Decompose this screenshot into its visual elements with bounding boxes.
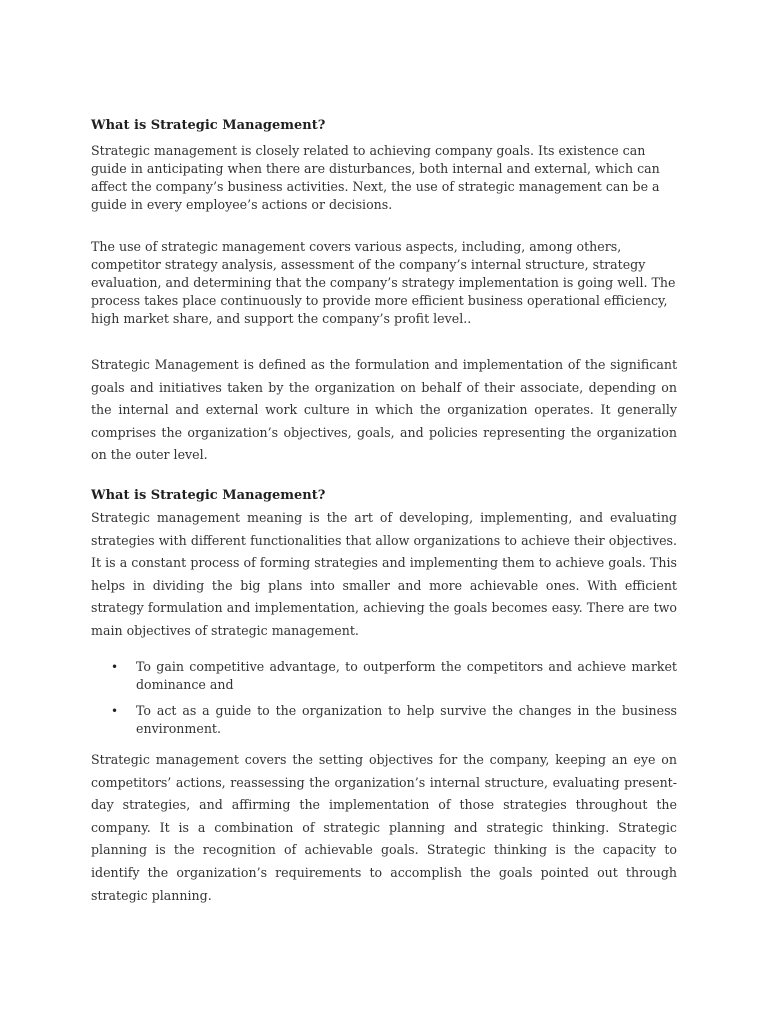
section1-heading: What is Strategic Management? bbox=[91, 118, 326, 133]
bullet-icon: • bbox=[111, 704, 119, 718]
list-item-text: To gain competitive advantage, to outperform the competitors and achieve market dominance and bbox=[136, 659, 677, 692]
list-item bbox=[91, 702, 677, 738]
document-page bbox=[91, 0, 677, 1024]
list-item-text: To act as a guide to the organization to help survive the changes in the business environment. bbox=[136, 703, 677, 736]
section2-heading: What is Strategic Management? bbox=[91, 488, 326, 503]
section2-closing: Strategic management covers the setting objectives for the company, keeping an eye on competitors’ actions, reassessing the organization’s internal structure, evaluating present-day strategies, and affirming the implementation of those strategies throughout the company. It is a combination of strategic planning and strategic thinking. Strategic planning is the recognition of achievable goals. Strategic thinking is the capacity to identify the organization’s requirements to accomplish the goals pointed out through strategic planning. bbox=[91, 752, 677, 903]
list-item bbox=[91, 658, 677, 694]
section1-paragraph-1: Strategic management is closely related to achieving company goals. Its existence can guide in anticipating when there are disturbances, both internal and external, which can affect the company’s business activities. Next, the use of strategic management can be a guide in every employee’s actions or decisions. bbox=[91, 143, 660, 212]
objectives-list bbox=[91, 658, 677, 738]
bullet-icon: • bbox=[111, 660, 119, 674]
section1-paragraph-2: The use of strategic management covers various aspects, including, among others, competitor strategy analysis, assessment of the company’s internal structure, strategy evaluation, and determining that the company’s strategy implementation is going well. The process takes place continuously to provide more efficient business operational efficiency, high market share, and support the company’s profit level.. bbox=[91, 239, 676, 326]
section1-paragraph-3: Strategic Management is defined as the formulation and implementation of the significant goals and initiatives taken by the organization on behalf of their associate, depending on the internal and external work culture in which the organization operates. It generally comprises the organization’s objectives, goals, and policies representing the organization on the outer level. bbox=[91, 357, 677, 463]
section2-intro: Strategic management meaning is the art of developing, implementing, and evaluating strategies with different functionalities that allow organizations to achieve their objectives. It is a constant process of forming strategies and implementing them to achieve goals. This helps in dividing the big plans into smaller and more achievable ones. With efficient strategy formulation and implementation, achieving the goals becomes easy. There are two main objectives of strategic management. bbox=[91, 510, 677, 638]
